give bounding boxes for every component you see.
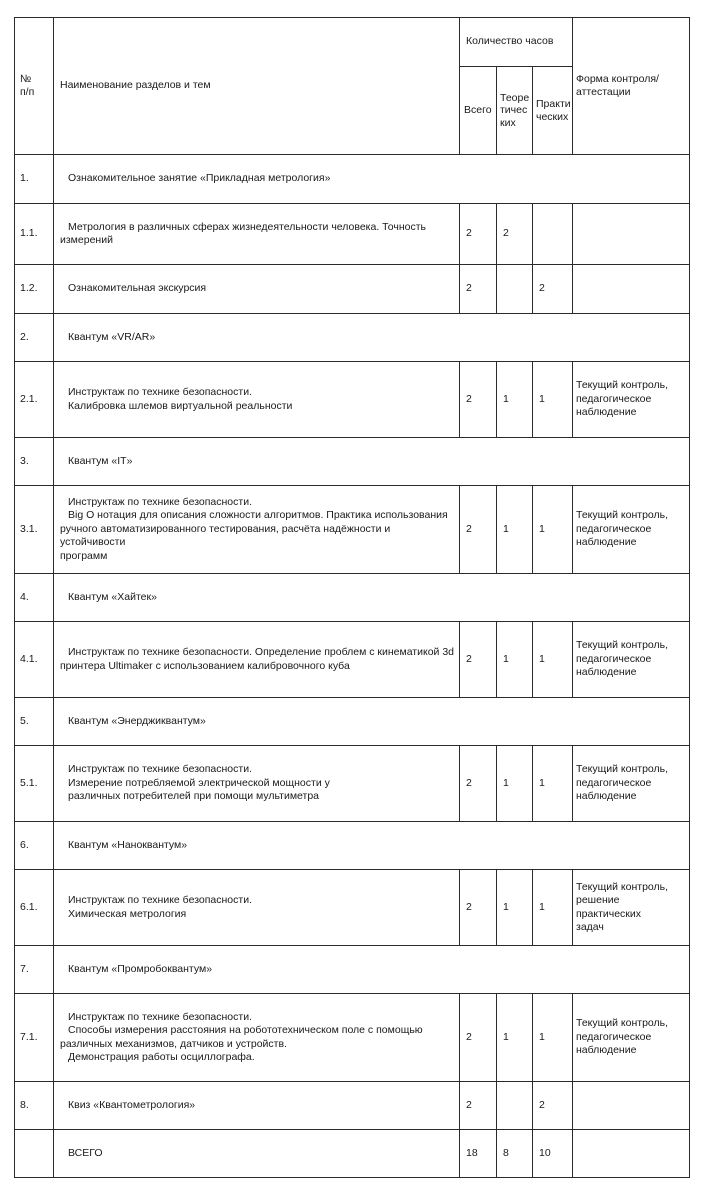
row-number: 8.: [15, 1082, 54, 1130]
hours-practice: 1: [533, 870, 573, 946]
hours-theory: [497, 1082, 533, 1130]
row-number: 7.: [15, 946, 54, 994]
row-title-line: программ: [60, 549, 108, 562]
hours-total: 2: [460, 204, 497, 265]
hours-practice: 2: [533, 265, 573, 314]
table-row: [15, 870, 690, 946]
hours-theory: 1: [497, 486, 533, 574]
table-row: [15, 994, 690, 1082]
table-row: [15, 204, 690, 265]
hours-theory: [497, 265, 533, 314]
hours-total: 2: [460, 1082, 497, 1130]
row-title: [54, 155, 690, 204]
row-number: 2.1.: [15, 362, 54, 438]
row-title-line: Инструктаж по технике безопасности.: [68, 386, 252, 398]
header-theory: Теоре тичес ких: [497, 67, 533, 155]
hours-practice: 10: [533, 1130, 573, 1178]
table-row: [15, 1130, 690, 1178]
hours-practice: 1: [533, 362, 573, 438]
header-form: Форма контроля/ аттестации: [573, 18, 690, 155]
table-row: [15, 438, 690, 486]
row-title-line: измерений: [60, 234, 113, 246]
row-title-line: различных механизмов, датчиков и устройств.: [60, 1037, 287, 1050]
table-row: [15, 362, 690, 438]
table-row: [15, 822, 690, 870]
hours-total: 2: [460, 994, 497, 1082]
control-form: [573, 204, 690, 265]
control-form: Текущий контроль, педагогическое наблюдение: [573, 746, 690, 822]
row-title-line: Химическая метрология: [68, 907, 187, 920]
row-number: 4.: [15, 574, 54, 622]
hours-theory: 8: [497, 1130, 533, 1178]
row-number: 5.1.: [15, 746, 54, 822]
table-row: [15, 486, 690, 574]
hours-total: 2: [460, 362, 497, 438]
hours-theory: 1: [497, 622, 533, 698]
control-form: Текущий контроль, решение практических задач: [573, 870, 690, 946]
hours-theory: 1: [497, 994, 533, 1082]
row-title: [54, 486, 460, 574]
row-title: [54, 574, 690, 622]
row-title-line: Инструктаж по технике безопасности. Определение проблем с кинематикой 3d: [68, 646, 454, 658]
header-total: Всего: [460, 67, 497, 155]
row-title-line: Квиз «Квантометрология»: [68, 1098, 196, 1111]
curriculum-table: [14, 17, 690, 1178]
row-title-line: Квантум «Наноквантум»: [68, 838, 188, 851]
header-hours: Количество часов: [460, 18, 573, 67]
row-title-line: Инструктаж по технике безопасности.: [68, 495, 252, 508]
hours-practice: 1: [533, 994, 573, 1082]
control-form: [573, 265, 690, 314]
hours-theory: 1: [497, 746, 533, 822]
row-title-line: ручного автоматизированного тестирования, расчёта надёжности и устойчивости: [60, 522, 391, 549]
hours-total: 2: [460, 870, 497, 946]
row-number: 5.: [15, 698, 54, 746]
row-title-line: Квантум «IT»: [68, 454, 133, 467]
row-number: 3.: [15, 438, 54, 486]
control-form: Текущий контроль, педагогическое наблюдение: [573, 362, 690, 438]
row-number: 2.: [15, 314, 54, 362]
control-form: Текущий контроль, педагогическое наблюдение: [573, 994, 690, 1082]
row-title-line: Квантум «Промробоквантум»: [68, 962, 213, 975]
row-title: [54, 698, 690, 746]
table-row: [15, 698, 690, 746]
hours-theory: 2: [497, 204, 533, 265]
control-form: [573, 1082, 690, 1130]
hours-total: 18: [460, 1130, 497, 1178]
row-number: 1.: [15, 155, 54, 204]
row-title-line: Квантум «VR/AR»: [68, 330, 156, 343]
table-row: [15, 946, 690, 994]
hours-total: 2: [460, 746, 497, 822]
row-title: [54, 746, 460, 822]
row-title: [54, 362, 460, 438]
row-number: 6.1.: [15, 870, 54, 946]
row-title-line: различных потребителей при помощи мультиметра: [68, 790, 320, 803]
hours-practice: 1: [533, 622, 573, 698]
control-form: [573, 1130, 690, 1178]
row-title-line: Метрология в различных сферах жизнедеятельности человека. Точность: [68, 220, 427, 233]
row-title-line: Инструктаж по технике безопасности.: [68, 1010, 252, 1023]
header-practice: Практи ческих: [533, 67, 573, 155]
row-title-line: Квантум «Энерджиквантум»: [68, 714, 206, 727]
row-title: [54, 265, 460, 314]
row-title: [54, 622, 460, 698]
row-title-line: Инструктаж по технике безопасности.: [68, 763, 252, 776]
row-title: [54, 1130, 460, 1178]
row-number: 1.2.: [15, 265, 54, 314]
row-title-line: принтера Ultimaker с использованием калибровочного куба: [60, 659, 350, 672]
row-title-line: ВСЕГО: [68, 1146, 103, 1159]
hours-practice: 1: [533, 486, 573, 574]
row-title-line: Измерение потребляемой электрической мощности у: [68, 776, 330, 789]
row-number: 4.1.: [15, 622, 54, 698]
row-title-line: Ознакомительное занятие «Прикладная метрология»: [68, 172, 331, 185]
row-title: [54, 870, 460, 946]
row-title: [54, 946, 690, 994]
row-title-line: Ознакомительная экскурсия: [68, 282, 207, 295]
row-title: [54, 314, 690, 362]
hours-total: 2: [460, 622, 497, 698]
row-number: 3.1.: [15, 486, 54, 574]
row-title-line: Big O нотация для описания сложности алгоритмов. Практика использования: [68, 509, 448, 522]
table-row: [15, 265, 690, 314]
hours-total: 2: [460, 486, 497, 574]
row-title-line: Инструктаж по технике безопасности.: [68, 894, 252, 906]
row-title-line: Способы измерения расстояния на робототехническом поле с помощью: [68, 1024, 423, 1036]
hours-practice: 2: [533, 1082, 573, 1130]
row-title-line: Демонстрация работы осциллографа.: [68, 1051, 255, 1063]
row-title: [54, 204, 460, 265]
header-name: Наименование разделов и тем: [54, 18, 460, 155]
hours-practice: 1: [533, 746, 573, 822]
control-form: Текущий контроль, педагогическое наблюдение: [573, 486, 690, 574]
row-number: [15, 1130, 54, 1178]
row-title-line: Калибровка шлемов виртуальной реальности: [68, 399, 293, 412]
hours-total: 2: [460, 265, 497, 314]
hours-theory: 1: [497, 362, 533, 438]
table-row: [15, 314, 690, 362]
table-row: [15, 155, 690, 204]
table-row: [15, 574, 690, 622]
row-title: [54, 438, 690, 486]
control-form: Текущий контроль, педагогическое наблюдение: [573, 622, 690, 698]
row-title: [54, 1082, 460, 1130]
header-num: № п/п: [15, 18, 54, 155]
table-row: [15, 622, 690, 698]
header-row-top: [15, 18, 690, 67]
row-title: [54, 994, 460, 1082]
row-title: [54, 822, 690, 870]
table-row: [15, 1082, 690, 1130]
table-row: [15, 746, 690, 822]
hours-theory: 1: [497, 870, 533, 946]
row-number: 7.1.: [15, 994, 54, 1082]
hours-practice: [533, 204, 573, 265]
row-title-line: Квантум «Хайтек»: [68, 590, 157, 603]
row-number: 1.1.: [15, 204, 54, 265]
row-number: 6.: [15, 822, 54, 870]
